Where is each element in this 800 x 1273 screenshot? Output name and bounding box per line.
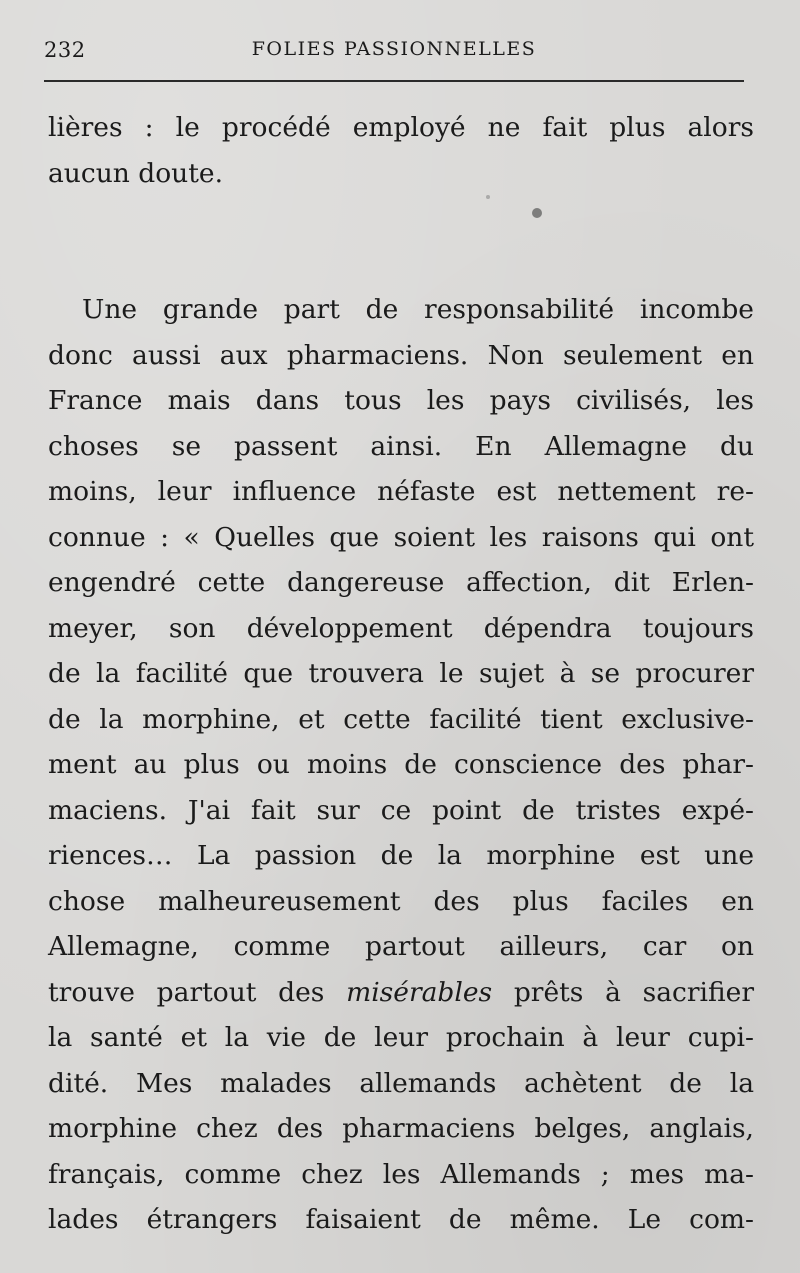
italic-word: misérables [346,976,493,1008]
ink-spot [532,208,542,218]
text-line: de la morphine, et cette facilité tient exclusive- [48,703,754,735]
text-line: la santé et la vie de leur prochain à leur cupi- [48,1022,754,1053]
text-segment: prêts à sacrifier [492,976,755,1008]
text-line: donc aussi aux pharmaciens. Non seulement en [48,339,754,371]
text-line: choses se passent ainsi. En Allemagne du [48,430,754,462]
text-line: français, comme chez les Allemands ; mes ma- [48,1158,754,1190]
running-head [44,38,744,68]
text-line: moins, leur influence néfaste est nettement re- [48,476,754,507]
text-line: lades étrangers faisaient de même. Le com- [48,1204,754,1235]
text-line: riences… La passion de la morphine est une [48,840,754,871]
paragraph-continuation [48,105,754,196]
running-title: FOLIES PASSIONNELLES [251,38,537,60]
text-line: connue : « Quelles que soient les raisons qui ont [48,521,754,553]
text-line: engendré cette dangereuse affection, dit Erlen- [48,567,754,598]
text-line: ment au plus ou moins de conscience des phar- [48,749,754,780]
header-rule [44,80,744,82]
text-line: meyer, son développement dépendra toujours [48,612,754,644]
text-line: Une grande part de responsabilité incombe [82,294,754,325]
text-line: dité. Mes malades allemands achètent de la [48,1067,754,1099]
text-line: Allemagne, comme partout ailleurs, car on [48,931,754,962]
ink-speck [486,195,490,199]
text-line: de la facilité que trouvera le sujet à se procurer [48,658,754,689]
paragraph-main [48,287,754,1243]
text-line-with-italic [48,970,754,1016]
text-segment: trouve partout des [48,976,347,1008]
text-line: France mais dans tous les pays civilisés, les [48,385,754,416]
text-line: morphine chez des pharmaciens belges, anglais, [48,1113,754,1144]
text-line: aucun doute. [48,157,224,189]
text-line: lières : le procédé employé ne fait plus alors [48,112,754,143]
page-number: 232 [44,38,86,62]
text-line: chose malheureusement des plus faciles en [48,885,754,917]
text-line: maciens. J'ai fait sur ce point de tristes expé- [48,794,754,826]
